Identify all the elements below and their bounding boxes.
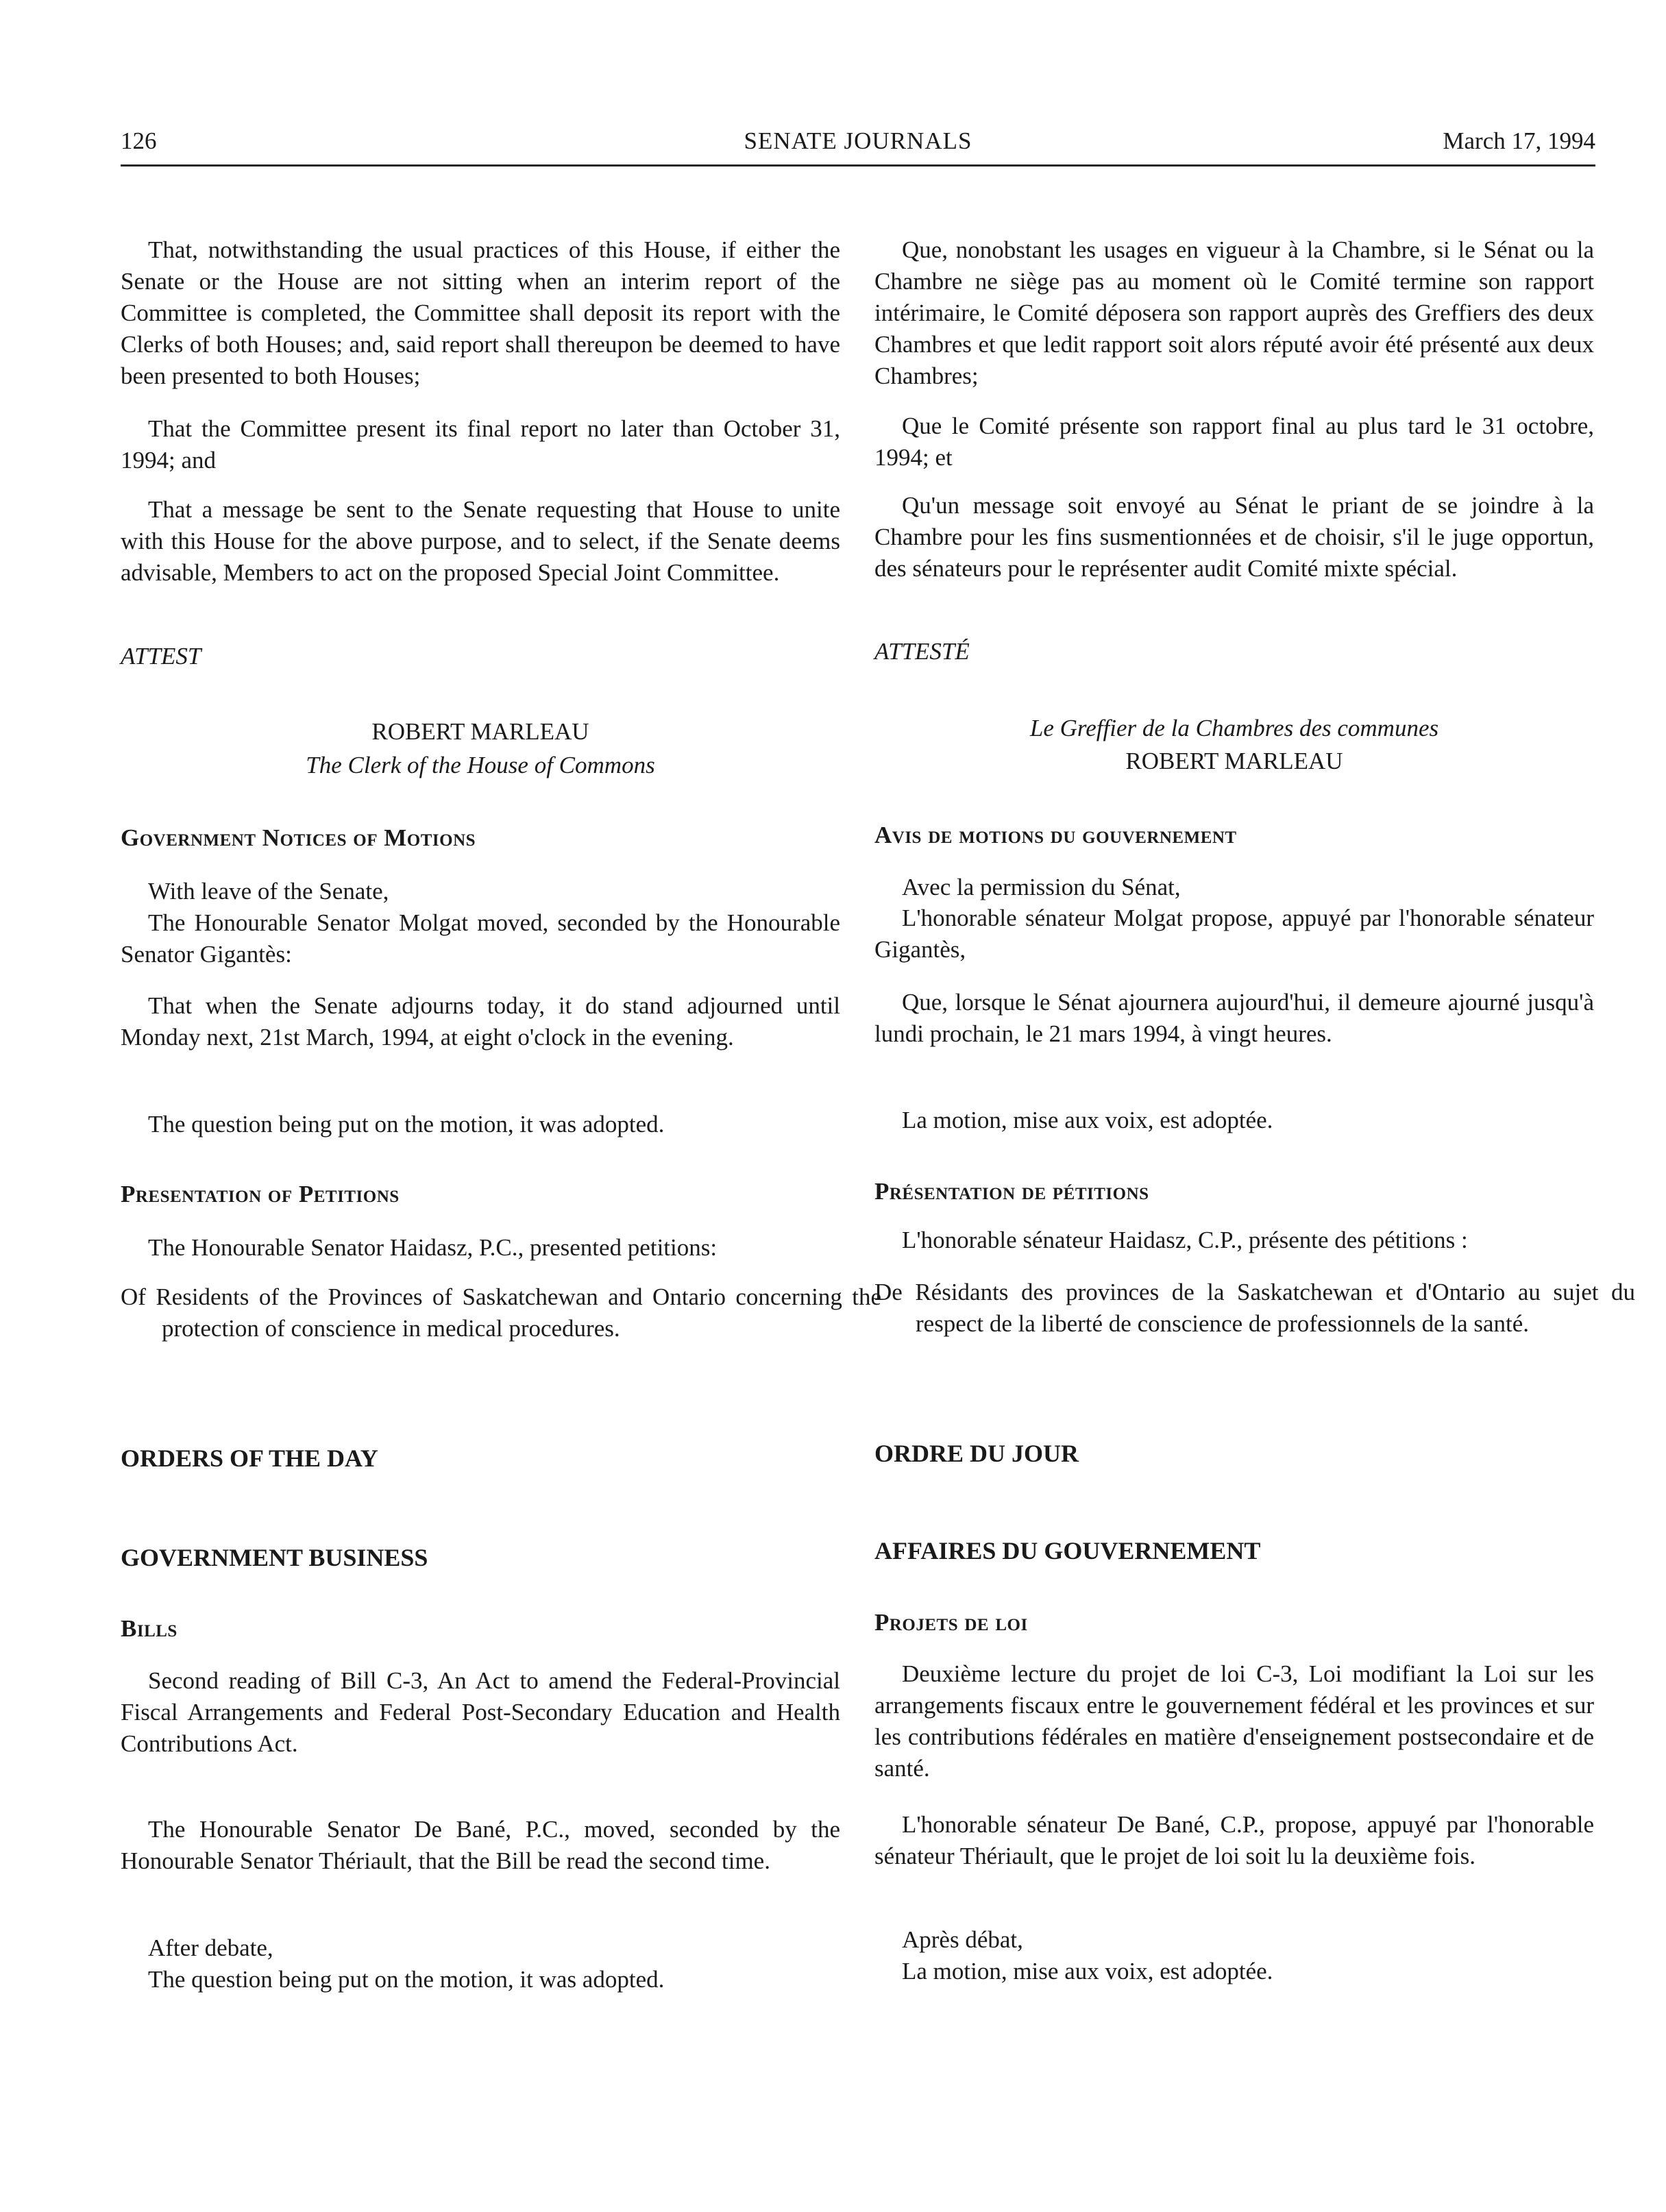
journal-date: March 17, 1994 [1443, 127, 1595, 154]
en-heading-government-notices: Government Notices of Motions [121, 824, 476, 851]
fr-heading-government-notices: Avis de motions du gouvernement [874, 822, 1237, 848]
fr-adjourn-motion: Que, lorsque le Sénat ajournera aujourd'hui, il demeure ajourné jusqu'à lundi prochain, le 21 mars 1994, à vingt heures. [874, 989, 1594, 1047]
en-signature-title: The Clerk of the House of Commons [306, 752, 655, 778]
fr-signature-title: Le Greffier de la Chambres des communes [1029, 715, 1439, 741]
fr-message-paragraph: Qu'un message soit envoyé au Sénat le priant de se joindre à la Chambre pour les fins susmentionnées et de choisir, s'il le juge opportun, des sénateurs pour le représenter audit Comité mixte spécial. [874, 492, 1594, 582]
page-header [121, 123, 1595, 167]
en-heading-government-business: GOVERNMENT BUSINESS [121, 1544, 428, 1571]
fr-final-report-paragraph: Que le Comité présente son rapport final au plus tard le 31 octobre, 1994; et [874, 413, 1594, 471]
fr-question-adopted-2: La motion, mise aux voix, est adoptée. [902, 1958, 1273, 1984]
en-petitions-presented: The Honourable Senator Haidasz, P.C., presented petitions: [148, 1234, 718, 1261]
en-after-debate: After debate, [148, 1934, 273, 1961]
fr-after-debate: Après débat, [902, 1926, 1023, 1953]
fr-heading-bills: Projets de loi [874, 1609, 1028, 1636]
fr-heading-orders-of-the-day: ORDRE DU JOUR [874, 1440, 1079, 1467]
en-heading-petitions: Presentation of Petitions [121, 1181, 400, 1207]
fr-moved: L'honorable sénateur Molgat propose, appuyé par l'honorable sénateur Gigantès, [874, 905, 1594, 963]
fr-heading-government-business: AFFAIRES DU GOUVERNEMENT [874, 1537, 1261, 1564]
fr-petitions-presented: L'honorable sénateur Haidasz, C.P., présente des pétitions : [902, 1227, 1468, 1253]
fr-second-reading: Deuxième lecture du projet de loi C-3, Loi modifiant la Loi sur les arrangements fiscaux entre le gouvernement fédéral et les provinces et sur les contributions fédérales en matière d'enseignement postsecondaire et de santé. [874, 1660, 1594, 1782]
en-committee-interim-paragraph: That, notwithstanding the usual practices of this House, if either the Senate or the House are not sitting when an interim report of the Committee is completed, the Committee shall deposit its report with the Clerks of both Houses; and, said report shall thereupon be deemed to have been presented to both Houses; [121, 236, 840, 389]
journal-title: SENATE JOURNALS [744, 127, 972, 154]
en-leave: With leave of the Senate, [148, 878, 389, 905]
en-heading-bills: Bills [121, 1615, 177, 1642]
en-heading-orders-of-the-day: ORDERS OF THE DAY [121, 1445, 378, 1472]
fr-signature-name: ROBERT MARLEAU [1125, 748, 1343, 774]
en-attest: ATTEST [121, 643, 201, 669]
en-adjourn-motion: That when the Senate adjourns today, it do stand adjourned until Monday next, 21st March, 1994, at eight o'clock in the evening. [121, 992, 840, 1050]
fr-attest: ATTESTÉ [874, 638, 970, 665]
en-debane-motion: The Honourable Senator De Bané, P.C., moved, seconded by the Honourable Senator Thériault, that the Bill be read the second time. [121, 1816, 840, 1874]
en-question-adopted-2: The question being put on the motion, it was adopted. [148, 1966, 665, 1993]
fr-debane-motion: L'honorable sénateur De Bané, C.P., propose, appuyé par l'honorable sénateur Thériault, que le projet de loi soit lu la deuxième fois. [874, 1811, 1594, 1869]
en-question-adopted-1: The question being put on the motion, it was adopted. [148, 1111, 665, 1138]
en-signature-name: ROBERT MARLEAU [371, 718, 589, 745]
en-final-report-paragraph: That the Committee present its final report no later than October 31, 1994; and [121, 415, 840, 474]
fr-petition-residents: De Résidants des provinces de la Saskatchewan et d'Ontario au sujet du respect de la liberté de conscience de professionnels de la santé. [874, 1279, 1635, 1337]
fr-committee-interim-paragraph: Que, nonobstant les usages en vigueur à la Chambre, si le Sénat ou la Chambre ne siège pas au moment où le Comité termine son rapport intérimaire, le Comité déposera son rapport auprès des Greffiers des deux Chambres et que ledit rapport soit alors réputé avoir été présenté aux deux Chambres; [874, 236, 1594, 389]
fr-heading-petitions: Présentation de pétitions [874, 1178, 1149, 1205]
en-petition-residents: Of Residents of the Provinces of Saskatchewan and Ontario concerning the protection of conscience in medical procedures. [121, 1283, 881, 1342]
en-message-paragraph: That a message be sent to the Senate requesting that House to unite with this House for the above purpose, and to select, if the Senate deems advisable, Members to act on the proposed Special Joint Committee. [121, 496, 840, 586]
page-number: 126 [121, 127, 157, 154]
en-moved: The Honourable Senator Molgat moved, seconded by the Honourable Senator Gigantès: [121, 909, 840, 968]
en-second-reading: Second reading of Bill C-3, An Act to amend the Federal-Provincial Fiscal Arrangements and Federal Post-Secondary Education and Health Contributions Act. [121, 1667, 840, 1757]
fr-leave: Avec la permission du Sénat, [902, 874, 1181, 900]
fr-question-adopted-1: La motion, mise aux voix, est adoptée. [902, 1107, 1273, 1133]
